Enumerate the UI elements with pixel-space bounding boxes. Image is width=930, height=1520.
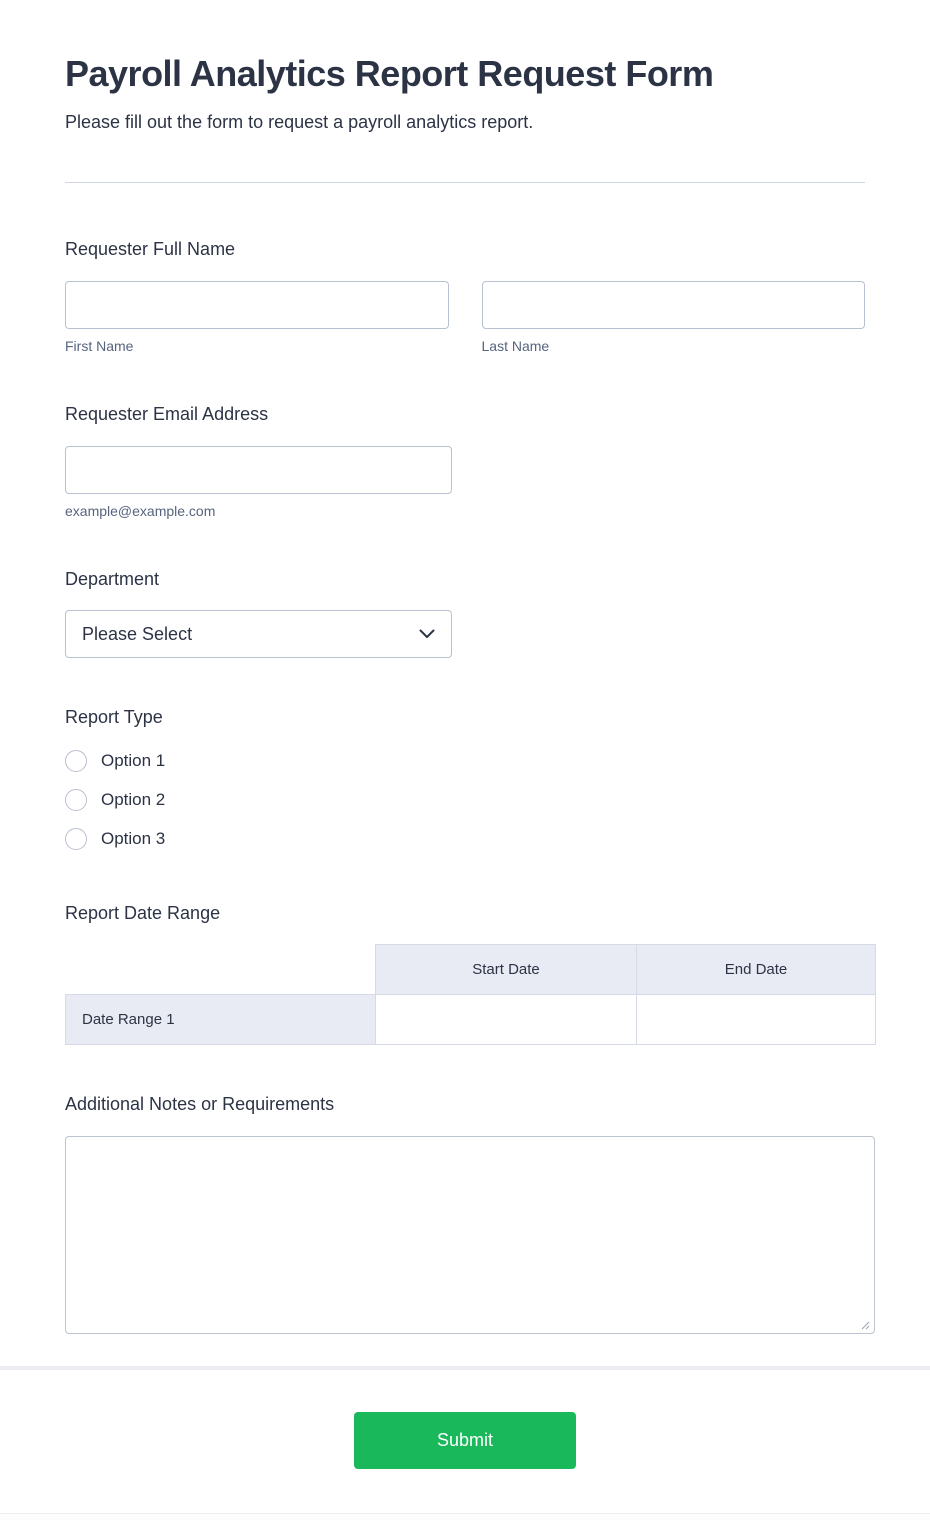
radio-option-1[interactable] (65, 750, 865, 772)
notes-label: Additional Notes or Requirements (65, 1094, 335, 1115)
report-type-label: Report Type (65, 707, 163, 728)
first-name-sublabel: First Name (65, 337, 134, 354)
radio-option-2[interactable] (65, 789, 865, 811)
notes-textarea[interactable] (65, 1136, 875, 1334)
field-date-range (65, 902, 865, 1046)
radio-icon[interactable] (65, 828, 87, 850)
date-range-table (65, 944, 876, 1045)
email-sublabel: example@example.com (65, 502, 216, 519)
chevron-down-icon (419, 629, 435, 639)
first-name-input[interactable] (65, 281, 449, 329)
start-date-column-header: Start Date (376, 945, 637, 995)
field-full-name (65, 238, 865, 355)
radio-option-3[interactable] (65, 828, 865, 850)
submit-row (0, 1412, 930, 1469)
date-range-label: Report Date Range (65, 902, 221, 923)
radio-option-3-label[interactable]: Option 3 (101, 828, 166, 848)
end-date-cell[interactable] (637, 995, 876, 1045)
last-name-sublabel: Last Name (481, 337, 550, 354)
page-subtitle: Please fill out the form to request a payroll analytics report. (65, 112, 534, 133)
footer-divider (0, 1366, 930, 1370)
department-selected-value: Please Select (82, 623, 193, 644)
field-notes (65, 1093, 865, 1334)
page-title: Payroll Analytics Report Request Form (65, 53, 714, 94)
start-date-cell[interactable] (376, 995, 637, 1045)
form-body (0, 238, 930, 1333)
resize-handle-icon[interactable] (858, 1317, 870, 1329)
last-name-input[interactable] (482, 281, 866, 329)
header-divider (65, 182, 865, 183)
radio-icon[interactable] (65, 750, 87, 772)
field-department (65, 568, 865, 659)
field-email (65, 403, 865, 520)
email-input[interactable] (65, 446, 452, 494)
table-corner-cell (66, 945, 376, 995)
radio-option-2-label[interactable]: Option 2 (101, 789, 166, 809)
email-label: Requester Email Address (65, 404, 269, 425)
submit-button[interactable]: Submit (354, 1412, 576, 1469)
table-row (66, 995, 876, 1045)
report-type-radio-group (65, 750, 865, 850)
radio-option-1-label[interactable]: Option 1 (101, 750, 166, 770)
department-label: Department (65, 568, 160, 589)
field-report-type (65, 706, 865, 850)
date-range-row-label: Date Range 1 (66, 995, 376, 1045)
radio-icon[interactable] (65, 789, 87, 811)
end-date-column-header: End Date (637, 945, 876, 995)
department-select[interactable] (65, 610, 452, 658)
table-header-row (66, 945, 876, 995)
full-name-label: Requester Full Name (65, 239, 236, 260)
form-header (0, 0, 930, 183)
